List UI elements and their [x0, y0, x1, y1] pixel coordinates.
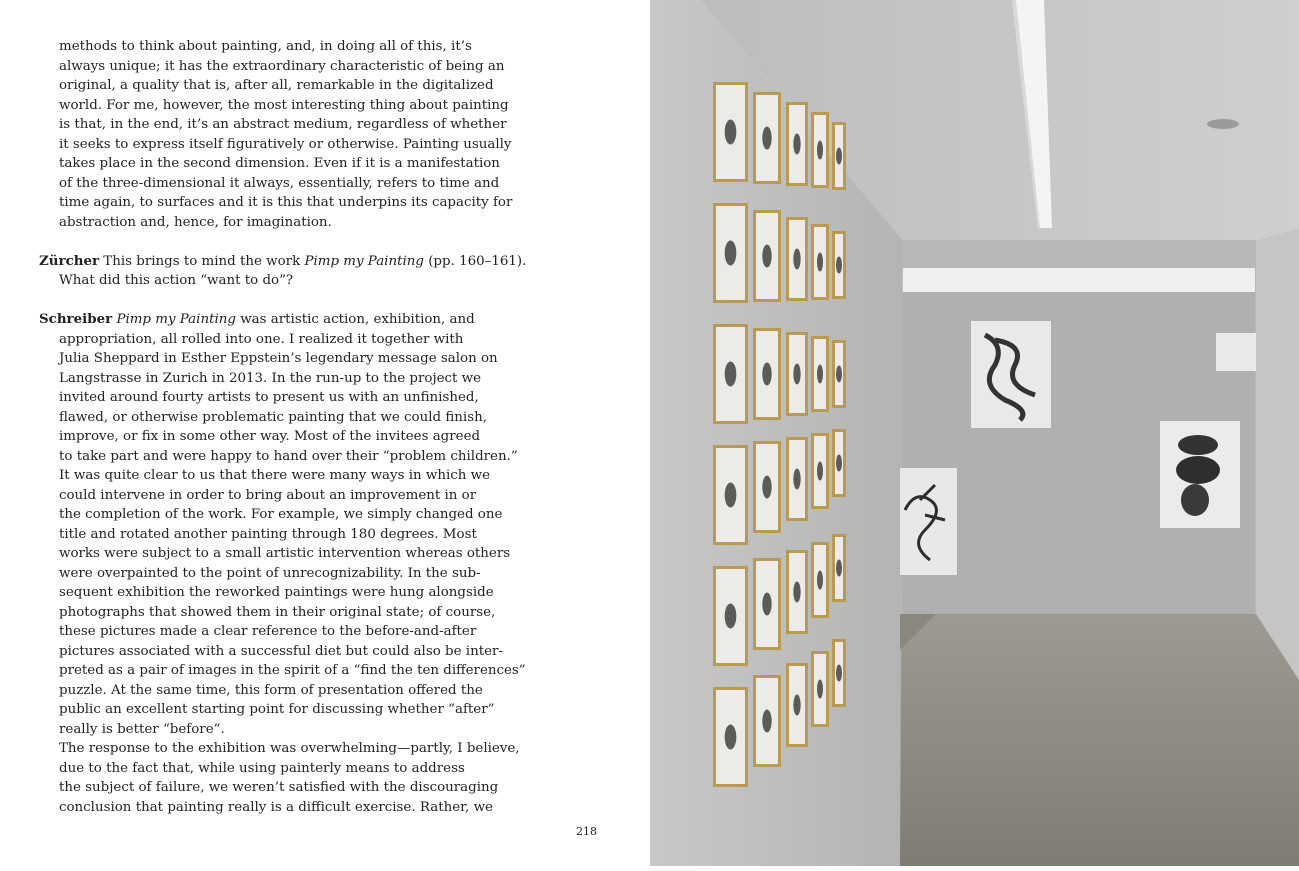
- text-line: time again, to surfaces and it is this that underpins its capacity for: [59, 195, 513, 210]
- drawing: [817, 365, 823, 384]
- text-line: puzzle. At the same time, this form of presentation offered the: [59, 682, 483, 698]
- drawing: [817, 462, 823, 481]
- drawing: [817, 571, 823, 590]
- text-line: these pictures made a clear reference to the before-and-after: [59, 624, 477, 639]
- drawing: [725, 604, 737, 629]
- text-line: works were subject to a small artistic intervention whereas others: [59, 546, 511, 561]
- text-line: flawed, or otherwise problematic painting that we could finish,: [59, 409, 487, 425]
- text-line: it seeks to express itself figuratively or otherwise. Painting usually: [59, 136, 512, 152]
- text-line: public an excellent starting point for discussing whether “after”: [59, 702, 495, 717]
- paragraph-intro: [39, 37, 519, 232]
- drawing: [836, 366, 842, 383]
- drawing: [817, 141, 823, 160]
- text-line: really is better “before”.: [59, 721, 225, 737]
- page-number: 218: [576, 825, 597, 838]
- text-line: original, a quality that is, after all, remarkable in the digitalized: [59, 78, 494, 93]
- drawing: [836, 455, 842, 472]
- text-line: pictures associated with a successful diet but could also be inter-: [59, 643, 503, 659]
- work-title: Pimp my Painting: [116, 312, 236, 327]
- text-line: It was quite clear to us that there were many ways in which we: [59, 468, 491, 483]
- text-line: preted as a pair of images in the spirit of a “find the ten differences”: [59, 663, 526, 678]
- drawing: [725, 483, 737, 508]
- text-line: always unique; it has the extraordinary characteristic of being an: [59, 58, 505, 74]
- text-line: of the three-dimensional it always, essentially, refers to time and: [59, 175, 500, 191]
- drawing: [793, 134, 800, 155]
- text-line: appropriation, all rolled into one. I realized it together with: [59, 331, 464, 347]
- drawing: [817, 680, 823, 699]
- text-line: world. For me, however, the most interesting thing about painting: [59, 97, 509, 113]
- speaker-schreiber: Schreiber: [39, 311, 113, 327]
- drawing: [725, 120, 737, 145]
- text-line: sequent exhibition the reworked paintings were hung alongside: [59, 585, 494, 600]
- text-line: abstraction and, hence, for imagination.: [59, 214, 332, 230]
- drawing: [817, 253, 823, 272]
- text-line: is that, in the end, it’s an abstract medium, regardless of whether: [59, 117, 507, 132]
- drawing: [836, 148, 842, 165]
- drawing: [762, 127, 771, 150]
- text-line: takes place in the second dimension. Even if it is a manifestation: [59, 156, 500, 171]
- drawing: [793, 249, 800, 270]
- body-text: [39, 37, 527, 817]
- text-line: conclusion that painting really is a difficult exercise. Rather, we: [59, 799, 493, 815]
- drawing: [762, 710, 771, 733]
- drawing: [836, 560, 842, 577]
- drawing: [762, 245, 771, 268]
- text-line: title and rotated another painting through 180 degrees. Most: [59, 526, 477, 542]
- drawing: [836, 257, 842, 274]
- drawing: [725, 725, 737, 750]
- drawing: [762, 476, 771, 499]
- text-line: Langstrasse in Zurich in 2013. In the run-up to the project we: [59, 370, 482, 386]
- speaker-zurcher: Zürcher: [39, 252, 100, 269]
- text-line: Julia Sheppard in Esther Eppstein’s legendary message salon on: [59, 351, 498, 366]
- drawing: [725, 362, 737, 387]
- text-line: improve, or fix in some other way. Most of the invitees agreed: [59, 429, 481, 444]
- drawing: [725, 241, 737, 266]
- answer-block: Schreiber Pimp my Painting was artistic action, exhibition, and appropriation, all rolled into one. I realized it together with Julia Sheppard in Esther Eppstein’s legendary message salon on Langstrasse in Zurich in 2013. In the run-up to the project we invited around fourty artists to present us with an unfinished, flawed, or otherwise problematic painting that we could finish, improve, or fix in some other way. Most of the invitees agreed to take part and were happy to hand over their “problem children.” It was quite clear to us that there were many ways in which we could intervene in order to bring about an improvement in or the completion of the work. For example, we simply changed one title and rotated another painting through 180 degrees. Most works were subject to a small artistic intervention whereas others were overpainted to the point of unrecognizability. In the sub- sequent exhibition the reworked paintings were hung alongside photographs that showed them in their original state; of course, these pictures made a clear reference to the before-and-after pictures associated with a successful diet but could also be inter- preted as a pair of images in the spirit of a “find the ten differences” puzzle. At the same time, this form of presentation offered the public an excellent starting point for discussing whether “after” really is better “before”. The response to the exhibition was overwhelming—partly, I believe, due to the fact that, while using painterly means to address the subject of failure, we weren’t satisfied with the discouraging conclusion that painting really is a difficult exercise. Rather, we: [39, 310, 519, 817]
- question-block: Zürcher This brings to mind the work Pimp my Painting (pp. 160–161). What did this action “want to do”?: [39, 252, 527, 288]
- text-line: due to the fact that, while using painterly means to address: [59, 760, 465, 776]
- left-page: [0, 0, 650, 866]
- work-title: Pimp my Painting: [304, 253, 424, 269]
- text-line: the subject of failure, we weren’t satisfied with the discouraging: [59, 780, 499, 795]
- drawing: [793, 582, 800, 603]
- gallery-photo: [650, 0, 1299, 866]
- text-line: The response to the exhibition was overwhelming—partly, I believe,: [59, 741, 520, 756]
- text-line: methods to think about painting, and, in doing all of this, it’s: [59, 39, 472, 54]
- text-line: to take part and were happy to hand over their “problem children.”: [59, 448, 518, 464]
- drawing: [793, 469, 800, 490]
- text-line: the completion of the work. For example, we simply changed one: [59, 507, 503, 522]
- text-line: were overpainted to the point of unrecognizability. In the sub-: [59, 565, 481, 581]
- drawing: [762, 593, 771, 616]
- drawing: [793, 364, 800, 385]
- text-line: invited around fourty artists to present us with an unfinished,: [59, 390, 479, 405]
- drawing: [836, 665, 842, 682]
- text-line: photographs that showed them in their original state; of course,: [59, 604, 496, 620]
- drawing: [762, 363, 771, 386]
- text-line: could intervene in order to bring about an improvement in or: [59, 487, 477, 503]
- drawing: [793, 695, 800, 716]
